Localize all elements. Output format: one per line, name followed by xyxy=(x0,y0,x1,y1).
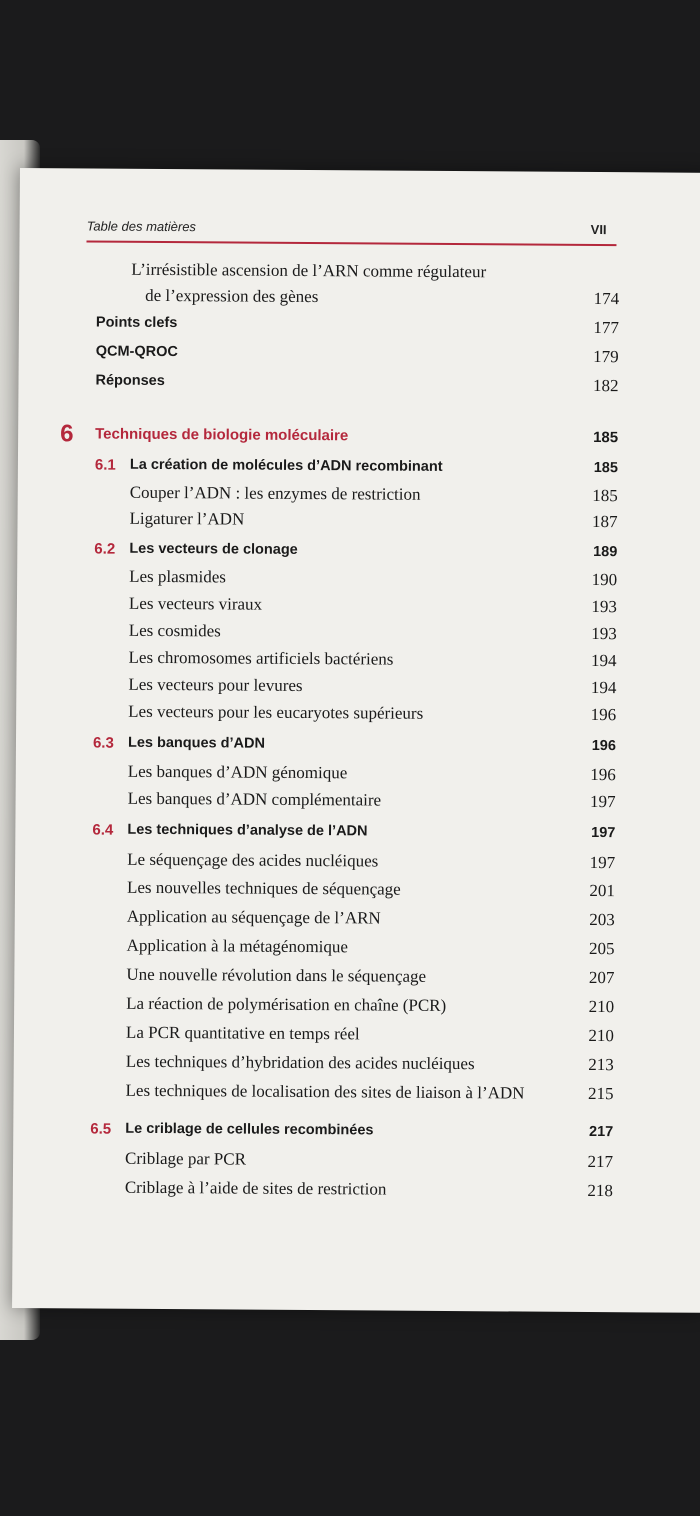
toc-entry-page: 210 xyxy=(588,996,615,1017)
toc-entry xyxy=(14,1051,614,1081)
section-title: Les banques d’ADN xyxy=(127,734,266,752)
toc-entry-page: 196 xyxy=(590,704,617,725)
toc-entry-page: 218 xyxy=(587,1180,613,1201)
toc-entry xyxy=(16,701,616,731)
toc-entry-page: 187 xyxy=(591,512,618,532)
toc-entry xyxy=(14,964,614,994)
toc-entry-page: 196 xyxy=(590,764,616,785)
toc-entry-text: Criblage par PCR xyxy=(125,1148,247,1169)
toc-entries xyxy=(12,168,630,1272)
section-page: 217 xyxy=(589,1123,614,1141)
toc-entry xyxy=(15,849,615,879)
section-page: 197 xyxy=(591,825,616,842)
toc-entry-page: 197 xyxy=(590,791,616,812)
toc-entry-text: Les banques d’ADN génomique xyxy=(127,761,348,783)
chapter-title: Techniques de biologie moléculaire xyxy=(95,425,349,445)
chapter-heading xyxy=(18,422,618,458)
toc-entry-page: 179 xyxy=(593,347,619,367)
toc-entry xyxy=(13,1177,613,1207)
toc-entry-page: 210 xyxy=(588,1025,615,1046)
toc-entry-text: de l’expression des gènes xyxy=(145,285,319,307)
toc-entry-text: Réponses xyxy=(95,372,165,390)
toc-entry-page: 194 xyxy=(590,677,617,698)
section-title: Les techniques d’analyse de l’ADN xyxy=(127,821,368,840)
toc-entry-page: 213 xyxy=(588,1054,614,1075)
toc-entry-page: 177 xyxy=(593,318,619,338)
toc-entry xyxy=(17,620,617,650)
toc-entry-text: La réaction de polymérisation en chaîne (PCR) xyxy=(126,993,447,1015)
page-number: VII xyxy=(590,221,607,238)
section-number: 6.1 xyxy=(94,456,116,474)
toc-entry-text: Les banques d’ADN complémentaire xyxy=(127,788,382,810)
toc-entry xyxy=(14,1022,614,1052)
toc-entry-page: 185 xyxy=(592,486,618,506)
toc-entry xyxy=(13,1080,613,1110)
toc-entry-page: 190 xyxy=(591,570,618,590)
section-title: La création de molécules d’ADN recombinant xyxy=(129,456,443,475)
toc-entry-text: La PCR quantitative en temps réel xyxy=(125,1022,360,1044)
toc-entry-page: 203 xyxy=(589,909,615,930)
toc-entry-text: Les techniques d’hybridation des acides nucléiques xyxy=(125,1051,475,1074)
toc-entry-text: Application au séquençage de l’ARN xyxy=(126,906,381,928)
toc-entry-page: 205 xyxy=(588,938,615,959)
toc-entry xyxy=(13,1148,613,1178)
section-page: 185 xyxy=(593,460,618,477)
toc-entry xyxy=(15,906,615,936)
toc-entry xyxy=(17,566,617,596)
section-heading xyxy=(13,1120,613,1150)
section-number: 6.2 xyxy=(94,540,116,558)
book-page xyxy=(12,168,700,1313)
toc-entry xyxy=(17,508,617,538)
toc-entry-text: Une nouvelle révolution dans le séquençage xyxy=(126,964,427,986)
toc-entry-page: 182 xyxy=(592,376,619,396)
toc-entry-text: Les vecteurs pour les eucaryotes supérieurs xyxy=(128,701,424,723)
section-number: 6.5 xyxy=(90,1120,112,1138)
toc-entry-page: 174 xyxy=(593,289,620,309)
section-title: Le criblage de cellules recombinées xyxy=(125,1120,374,1139)
toc-entry-text: QCM-QROC xyxy=(95,343,178,361)
toc-entry-text: Criblage à l’aide de sites de restriction xyxy=(124,1177,387,1199)
toc-entry-page: 194 xyxy=(591,650,617,671)
toc-entry-text: Application à la métagénomique xyxy=(126,935,349,957)
toc-entry-text: Couper l’ADN : les enzymes de restriction xyxy=(129,482,421,504)
toc-entry-text: Les vecteurs pour levures xyxy=(128,674,303,695)
toc-entry-text: Les vecteurs viraux xyxy=(128,593,263,614)
toc-entry-text: L’irrésistible ascension de l’ARN comme régulateur xyxy=(131,259,487,282)
section-number: 6.3 xyxy=(92,734,114,752)
toc-entry-page: 217 xyxy=(587,1151,614,1172)
toc-entry-page: 201 xyxy=(589,880,616,901)
section-number: 6.4 xyxy=(92,821,114,839)
toc-entry xyxy=(16,647,616,677)
toc-entry-text: Les cosmides xyxy=(128,620,221,641)
toc-entry xyxy=(14,935,614,965)
toc-entry-page: 193 xyxy=(591,597,618,617)
toc-entry xyxy=(18,372,618,402)
toc-entry xyxy=(16,761,616,791)
chapter-number: 6 xyxy=(60,420,74,448)
toc-entry-page: 193 xyxy=(591,623,617,644)
toc-entry-page: 215 xyxy=(587,1083,614,1104)
toc-entry-text: Les nouvelles techniques de séquençage xyxy=(126,877,401,899)
toc-entry-text: Les plasmides xyxy=(129,566,227,587)
toc-entry xyxy=(17,593,617,623)
toc-entry-text: Points clefs xyxy=(95,314,178,332)
section-page: 196 xyxy=(591,738,617,755)
toc-entry xyxy=(16,674,616,704)
toc-entry-page: 197 xyxy=(589,852,616,873)
toc-entry xyxy=(19,343,619,373)
toc-entry xyxy=(15,877,615,907)
chapter-page: 185 xyxy=(593,429,619,447)
toc-entry-text: Le séquençage des acides nucléiques xyxy=(127,849,379,871)
section-title: Les vecteurs de clonage xyxy=(129,540,298,558)
section-heading xyxy=(16,734,616,764)
section-heading xyxy=(15,821,615,851)
toc-entry-text: Ligaturer l’ADN xyxy=(129,508,245,529)
section-page: 189 xyxy=(593,544,618,561)
running-title: Table des matières xyxy=(86,218,197,235)
toc-entry-page: 207 xyxy=(588,967,615,988)
toc-entry xyxy=(14,993,614,1023)
toc-entry-text: Les techniques de localisation des sites de liaison à l’ADN xyxy=(125,1080,525,1103)
toc-entry-text: Les chromosomes artificiels bactériens xyxy=(128,647,394,669)
toc-entry xyxy=(19,285,619,315)
toc-entry xyxy=(15,788,615,818)
toc-entry xyxy=(19,314,619,344)
